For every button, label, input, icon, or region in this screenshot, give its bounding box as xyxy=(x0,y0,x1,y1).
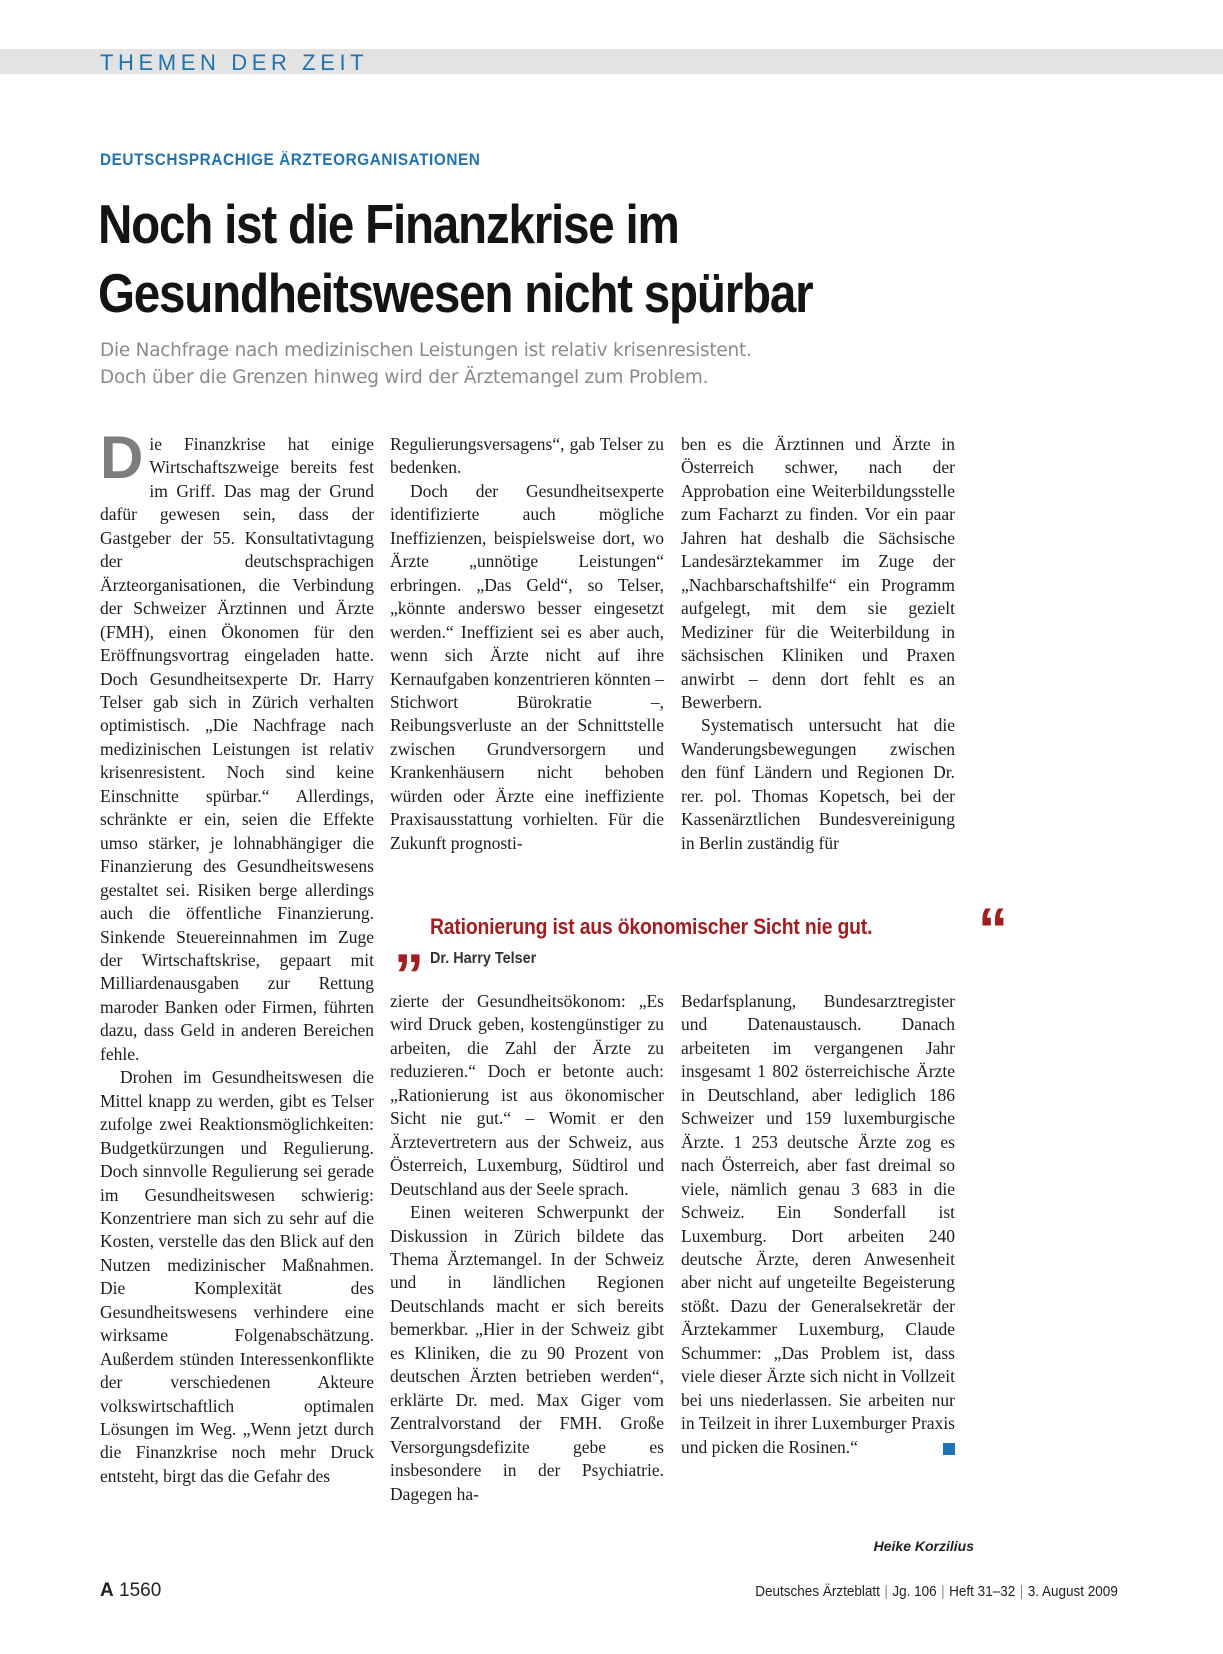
article-headline xyxy=(98,190,963,328)
journal-date: 3. August 2009 xyxy=(1027,1583,1118,1600)
paragraph: Die Finanzkrise hat einige Wirtschaftszweige bereits fest im Griff. Das mag der Grund dafür gewesen sein, dass der Gastgeber der 55. Konsultativtagung der deutschsprachigen Ärzteorganisationen, die Verbindung der Schweizer Ärztinnen und Ärzte (FMH), einen Ökonomen für den Eröffnungsvortrag eingeladen hatte. Doch Gesundheitsexperte Dr. Harry Telser gab sich in Zürich verhalten optimistisch. „Die Nachfrage nach medizinischen Leistungen ist relativ krisenresistent. Noch sind keine Einschnitte spürbar.“ Allerdings, schränkte er ein, seien die Effekte umso stärker, je lohnabhängiger die Finanzierung des Gesundheitswesens gestaltet sei. Risiken berge allerdings auch die öffentliche Finanzierung. Sinkende Steuereinnahmen im Zuge der Wirtschaftskrise, gepaart mit Milliardenausgaben zur Rettung maroder Banken oder Firmen, führten dazu, dass Geld in anderen Bereichen fehle. xyxy=(100,424,374,1064)
journal-name: Deutsches Ärzteblatt xyxy=(755,1583,881,1600)
pull-quote-text: Rationierung ist aus ökonomischer Sicht nie gut. xyxy=(430,914,873,939)
paragraph: Bedarfsplanung, Bundesarztregister und Datenaustausch. Danach arbeiteten im vergangenen Jahr insgesamt 1 802 österreichische Ärzte in Deutschland, aber lediglich 186 Schweizer und 159 luxemburgische Ärzte. 1 253 deutsche Ärzte zog es nach Österreich, aber fast dreimal so viele, nämlich genau 3 683 in die Schweiz. Ein Sonderfall ist Luxemburg. Dort arbeiten 240 deutsche Ärzte, deren Anwesenheit aber nicht auf ungeteilte Begeisterung stößt. Dazu der Generalsekretär der Ärztekammer Luxemburg, Claude Schummer: „Das Problem ist, dass viele dieser Ärzte sich nicht in Vollzeit bei uns niederlassen. Sie arbeiten nur in Teilzeit in ihrer Luxemburger Praxis und picken die Rosinen.“ xyxy=(681,991,955,1457)
paragraph: Doch der Gesundheitsexperte identifizierte auch mögliche Ineffizienzen, beispielsweise dort, wo Ärzte „unnötige Leistungen“ erbringen. „Das Geld“, so Telser, „könnte anderswo besser eingesetzt werden.“ Ineffizient sei es aber auch, wenn sich Ärzte nicht auf ihre Kernaufgaben konzentrieren könnten – Stichwort Bürokratie –, Reibungsverluste an der Schnittstelle zwischen Grundversorgern und Krankenhäusern nicht behoben würden oder Ärzte eine ineffiziente Praxisausstattung vorhielten. Für die Zukunft prognosti- xyxy=(390,480,664,853)
subtitle-line-1: Die Nachfrage nach medizinischen Leistungen ist relativ krisenresistent. xyxy=(100,340,752,361)
paragraph: zierte der Gesundheitsökonom: „Es wird Druck geben, kostengünstiger zu arbeiten, die Zahl der Ärzte zu reduzieren.“ Doch er betonte auch: „Rationierung ist aus ökonomischer Sicht nie gut.“ – Womit er den Ärztevertretern aus der Schweiz, aus Österreich, Luxemburg, Südtirol und Deutschland aus der Seele sprach. xyxy=(390,991,664,1199)
column-2-bottom xyxy=(390,990,664,1506)
paragraph: ben es die Ärztinnen und Ärzte in Österreich schwer, nach der Approbation eine Weiterbildungsstelle zum Facharzt zu finden. Vor ein paar Jahren hat deshalb die Sächsische Landesärztekammer im Zuge der „Nachbarschaftshilfe“ ein Programm aufgelegt, mit dem sie gezielt Mediziner für die Weiterbildung in sächsischen Kliniken und Praxen anwirbt – denn dort fehlt es an Bewerbern. xyxy=(681,434,955,712)
paragraph: Regulierungsversagens“, gab Telser zu bedenken. xyxy=(390,434,664,478)
pull-quote-author: Dr. Harry Telser xyxy=(430,950,537,967)
subtitle-line-2: Doch über die Grenzen hinweg wird der Ärztemangel zum Problem. xyxy=(100,367,709,388)
headline-line-2: Gesundheitswesen nicht spürbar xyxy=(98,262,813,324)
column-2-top xyxy=(390,433,664,855)
page-number: A 1560 xyxy=(100,1580,162,1601)
article-kicker: DEUTSCHSPRACHIGE ÄRZTEORGANISATIONEN xyxy=(100,151,481,169)
section-label: THEMEN DER ZEIT xyxy=(100,50,369,75)
column-3-bottom xyxy=(681,990,955,1459)
quote-open-mark: „ xyxy=(394,908,424,975)
paragraph: Systematisch untersucht hat die Wanderungsbewegungen zwischen den fünf Ländern und Regionen Dr. rer. pol. Thomas Kopetsch, bei der Kassenärztlichen Bundesvereinigung in Berlin zuständig für xyxy=(681,715,955,853)
end-mark-square xyxy=(943,1443,955,1455)
headline-line-1: Noch ist die Finanzkrise im xyxy=(98,193,679,255)
journal-issue: Heft 31–32 xyxy=(949,1583,1016,1600)
drop-cap: D xyxy=(100,424,144,491)
article-subtitle xyxy=(100,337,900,391)
paragraph: Einen weiteren Schwerpunkt der Diskussion in Zürich bildete das Thema Ärztemangel. In der Schweiz und in ländlichen Regionen Deutschlands macht er sich bereits bemerkbar. „Hier in der Schweiz gibt es Kliniken, die zu 90 Prozent von deutschen Ärzten betrieben werden“, erklärte Dr. med. Max Giger vom Zentralvorstand der FMH. Große Versorgungsdefizite gebe es insbesondere in der Psychiatrie. Dagegen ha- xyxy=(390,1202,664,1504)
quote-close-mark: “ xyxy=(978,896,1008,963)
journal-volume: Jg. 106 xyxy=(892,1583,937,1600)
paragraph: Drohen im Gesundheitswesen die Mittel knapp zu werden, gibt es Telser zufolge zwei Reaktionsmöglichkeiten: Budgetkürzungen und Regulierung. Doch sinnvolle Regulierung sei gerade im Gesundheitswesen schwierig: Konzentriere man sich zu sehr auf die Kosten, verstelle das den Blick auf den Nutzen medizinischer Maßnahmen. Die Komplexität des Gesundheitswesens verhindere eine wirksame Folgenabschätzung. Außerdem stünden Interessenkonflikte der verschiedenen Akteure volkswirtschaftlich optimalen Lösungen im Weg. „Wenn jetzt durch die Finanzkrise noch mehr Druck entsteht, birgt das die Gefahr des xyxy=(100,1067,374,1486)
column-3-top xyxy=(681,433,955,855)
column-1 xyxy=(100,424,374,1488)
footer-journal-info: Deutsches Ärzteblatt | Jg. 106 | Heft 31–32 | 3. August 2009 xyxy=(755,1583,1118,1600)
author-signature: Heike Korzilius xyxy=(873,1538,974,1554)
